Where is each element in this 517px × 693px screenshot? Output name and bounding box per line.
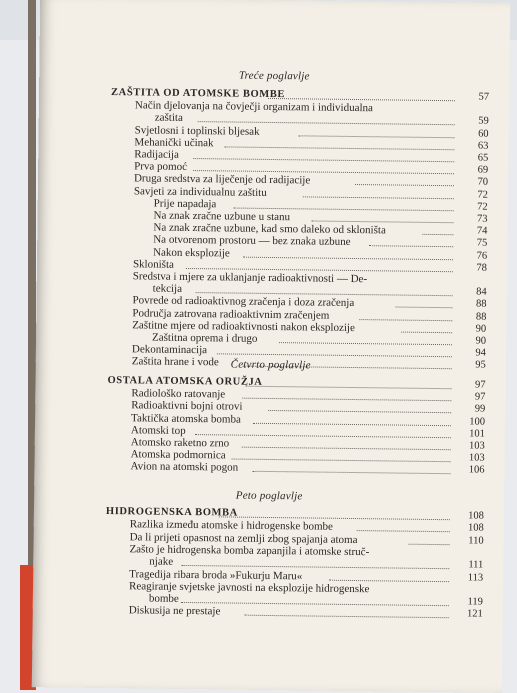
toc-page-number: 65 xyxy=(477,152,489,164)
dot-leader xyxy=(356,518,450,532)
toc-entry-title: Na znak zračne uzbune u stanu xyxy=(153,209,291,224)
dot-leader xyxy=(409,531,450,544)
toc-page-number: 106 xyxy=(468,464,485,477)
toc-page-number: 99 xyxy=(474,403,486,416)
toc-page-number: 101 xyxy=(469,428,485,440)
toc-page-number: 60 xyxy=(478,128,489,140)
book-page xyxy=(32,0,510,693)
toc-entry-title: Tragedija ribara broda »Fukurju Maru« xyxy=(129,567,303,582)
toc-page-number: 111 xyxy=(468,559,484,571)
toc-page-number: 113 xyxy=(467,571,484,584)
toc-page-number: 76 xyxy=(476,250,488,262)
toc-entry-title: Područja zatrovana radioaktivnim zračenjem xyxy=(132,306,330,322)
toc-entry-title: Reagiranje svjetske javnosti na eksplozije hidrogenske xyxy=(128,580,370,596)
toc-page-number: 97 xyxy=(474,391,486,403)
toc-page-number: 63 xyxy=(477,140,489,152)
toc-page-number: 103 xyxy=(468,440,485,452)
toc-page-number: 73 xyxy=(476,213,488,225)
toc-entry-title: Razlika između atomske i hidrogenske bombe xyxy=(129,518,333,534)
dot-leader xyxy=(219,504,450,520)
toc-page-number: 110 xyxy=(468,535,484,547)
toc-page-number: 74 xyxy=(476,225,488,237)
chapter-heading: Treće poglavlje xyxy=(238,69,310,83)
dot-leader xyxy=(193,158,455,174)
toc-entry-title: Na znak zračne uzbune, kad smo daleko od skloništa xyxy=(153,221,386,237)
dot-leader xyxy=(268,86,455,101)
toc-entry-title: tekcija xyxy=(152,282,183,296)
toc-entry-title: Da li prijeti opasnost na zemlji zbog spajanja atoma xyxy=(129,530,358,546)
toc-entry-title: Zašto je hidrogenska bomba zapanjila i atomske struč- xyxy=(129,543,370,559)
toc-entry-title: Prije napadaja xyxy=(153,197,217,211)
toc-entry-title: Atomsko raketno zrno xyxy=(130,436,230,450)
toc-page-number: 121 xyxy=(466,608,483,620)
toc-entry-title: Nakon eksplozije xyxy=(153,246,230,260)
dot-leader xyxy=(329,567,449,581)
toc-entry-title: HIDROGENSKA BOMBA xyxy=(105,505,238,519)
dot-leader xyxy=(182,553,450,569)
toc-entry-title: Skloništa xyxy=(132,258,175,271)
toc-entry-title: bombe xyxy=(148,592,179,605)
toc-entry-title: Zaštitne mjere od radioaktivnosti nakon eksplozije xyxy=(132,319,355,334)
chapter-heading: Peto poglavlje xyxy=(235,489,303,503)
toc-page-number: 90 xyxy=(475,335,487,347)
toc-entry-title: OSTALA ATOMSKA ORUŽJA xyxy=(107,375,263,388)
toc-entry-title: Sredstva i mjere za uklanjanje radioaktivnosti — De- xyxy=(132,270,368,286)
toc-entry-title: Atomski top xyxy=(130,424,186,437)
toc-page-number: 70 xyxy=(477,176,489,189)
toc-page-number: 108 xyxy=(468,510,484,522)
dot-leader xyxy=(312,208,454,223)
toc-page-number: 75 xyxy=(476,237,488,250)
dot-leader xyxy=(195,280,452,296)
toc-page-number: 119 xyxy=(467,596,483,608)
toc-page-number: 84 xyxy=(476,286,487,298)
toc-entry-title: Atomska podmornica xyxy=(130,448,226,462)
toc-page-number: 69 xyxy=(477,164,489,176)
dot-leader xyxy=(252,459,451,474)
toc-entry-title: Radiološko ratovanje xyxy=(131,387,226,401)
dot-leader xyxy=(186,256,453,272)
toc-page-number: 88 xyxy=(475,298,487,311)
toc-page-number: 90 xyxy=(475,323,487,335)
toc-entry-title: Dekontaminacija xyxy=(131,343,208,357)
toc-page-number: 100 xyxy=(469,416,486,428)
toc-entry-title: Druga sredstva za liječenje od radijacije xyxy=(133,172,311,187)
toc-entry-title: Na otvorenom prostoru — bez znaka uzbune xyxy=(153,233,351,249)
toc-page-number: 78 xyxy=(476,262,488,274)
toc-entry-title: Radijacija xyxy=(134,148,179,161)
toc-entry xyxy=(33,604,503,622)
toc-page-number: 97 xyxy=(474,379,486,391)
toc-entry-title: Taktička atomska bomba xyxy=(131,411,241,426)
toc-page-number: 57 xyxy=(478,91,490,103)
toc-page-number: 103 xyxy=(468,452,485,464)
toc-entry-title: njake xyxy=(149,555,174,569)
toc-page-number: 59 xyxy=(478,115,489,128)
toc-page-number: 72 xyxy=(477,201,488,213)
toc-entry-title: ZAŠTITA OD ATOMSKE BOMBE xyxy=(111,87,286,101)
toc-entry-title: Radioaktivni bojni otrovi xyxy=(131,399,243,414)
toc-entry-title: Prva pomoć xyxy=(134,160,188,174)
toc-entry-title: Povrede od radioaktivnog zračenja i doza zračenja xyxy=(132,294,355,310)
toc-entry-title: Savjeti za individualnu zaštitu xyxy=(133,184,267,199)
toc-entry-title: Svjetlosni i toplinski bljesak xyxy=(134,123,260,138)
toc-page-number: 95 xyxy=(475,359,486,372)
toc-page-number: 72 xyxy=(477,189,488,201)
toc-entry-title: Način djelovanja na čovječji organizam i individualna xyxy=(134,99,374,115)
toc-page-number: 94 xyxy=(475,347,486,359)
toc-page-number: 88 xyxy=(475,311,487,323)
dot-leader xyxy=(245,603,449,618)
toc-page-number: 108 xyxy=(467,522,484,534)
toc-entry-title: Avion na atomski pogon xyxy=(130,460,239,474)
toc-entry-title: zaštita xyxy=(154,111,183,125)
toc-entry xyxy=(34,460,504,478)
toc-entry-title: Mehanički učinak xyxy=(134,136,214,150)
toc-entry-title: Zaštita hrane i vode xyxy=(131,355,219,369)
toc-entry-title: Zaštitna oprema i drugo xyxy=(152,331,258,345)
chapter-heading: Četvrto poglavlje xyxy=(230,358,311,372)
toc-entry-title: Diskusija ne prestaje xyxy=(128,604,221,618)
